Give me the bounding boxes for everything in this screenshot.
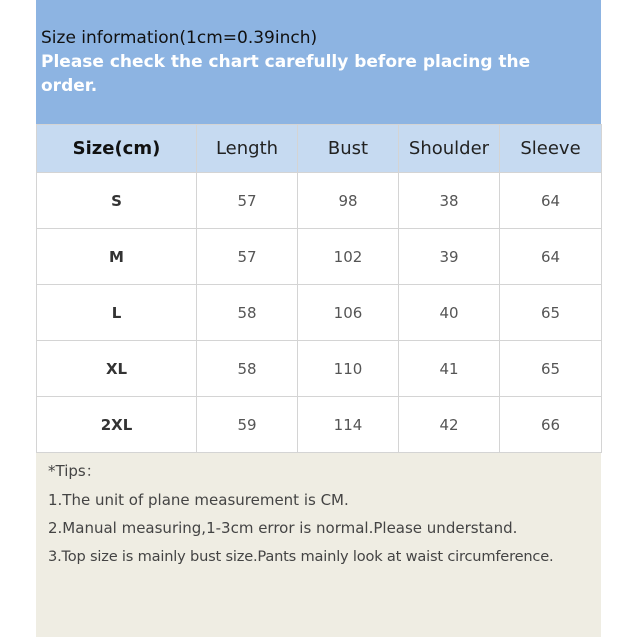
table-row: [37, 173, 602, 229]
length-cell: 58: [197, 341, 298, 397]
size-information-text: Size information(1cm=0.39inch): [41, 28, 318, 48]
sleeve-cell: 65: [500, 341, 602, 397]
bust-cell: 106: [298, 285, 399, 341]
column-header-length: Length: [197, 125, 298, 173]
table-row: [37, 285, 602, 341]
column-header-shoulder: Shoulder: [399, 125, 500, 173]
tip-item: 2.Manual measuring,1-3cm error is normal.Please understand.: [48, 519, 518, 537]
size-table: [36, 124, 602, 453]
sleeve-cell: 64: [500, 173, 602, 229]
size-cell: XL: [37, 341, 197, 397]
length-cell: 57: [197, 173, 298, 229]
tip-item: 1.The unit of plane measurement is CM.: [48, 490, 349, 509]
size-cell: M: [37, 229, 197, 285]
column-header-sleeve: Sleeve: [500, 125, 602, 173]
bust-cell: 98: [298, 173, 399, 229]
column-header-size: Size(cm): [37, 125, 197, 173]
size-cell: 2XL: [37, 397, 197, 453]
bust-cell: 110: [298, 341, 399, 397]
tips-title: *Tips：: [48, 462, 101, 480]
bust-cell: 114: [298, 397, 399, 453]
shoulder-cell: 41: [399, 341, 500, 397]
tip-item: 3.Top size is mainly bust size.Pants mainly look at waist circumference.: [48, 547, 554, 565]
table-header-row: [37, 125, 602, 173]
check-chart-notice: Please check the chart carefully before placing the order.: [41, 52, 531, 96]
size-chart: [36, 0, 601, 637]
sleeve-cell: 66: [500, 397, 602, 453]
column-header-bust: Bust: [298, 125, 399, 173]
sleeve-cell: 65: [500, 285, 602, 341]
shoulder-cell: 38: [399, 173, 500, 229]
size-chart-header: [36, 0, 601, 124]
shoulder-cell: 42: [399, 397, 500, 453]
table-row: [37, 341, 602, 397]
length-cell: 58: [197, 285, 298, 341]
length-cell: 57: [197, 229, 298, 285]
shoulder-cell: 39: [399, 229, 500, 285]
table-row: [37, 229, 602, 285]
length-cell: 59: [197, 397, 298, 453]
shoulder-cell: 40: [399, 285, 500, 341]
tips-panel: [36, 453, 601, 637]
size-cell: S: [37, 173, 197, 229]
bust-cell: 102: [298, 229, 399, 285]
sleeve-cell: 64: [500, 229, 602, 285]
table-row: [37, 397, 602, 453]
size-cell: L: [37, 285, 197, 341]
